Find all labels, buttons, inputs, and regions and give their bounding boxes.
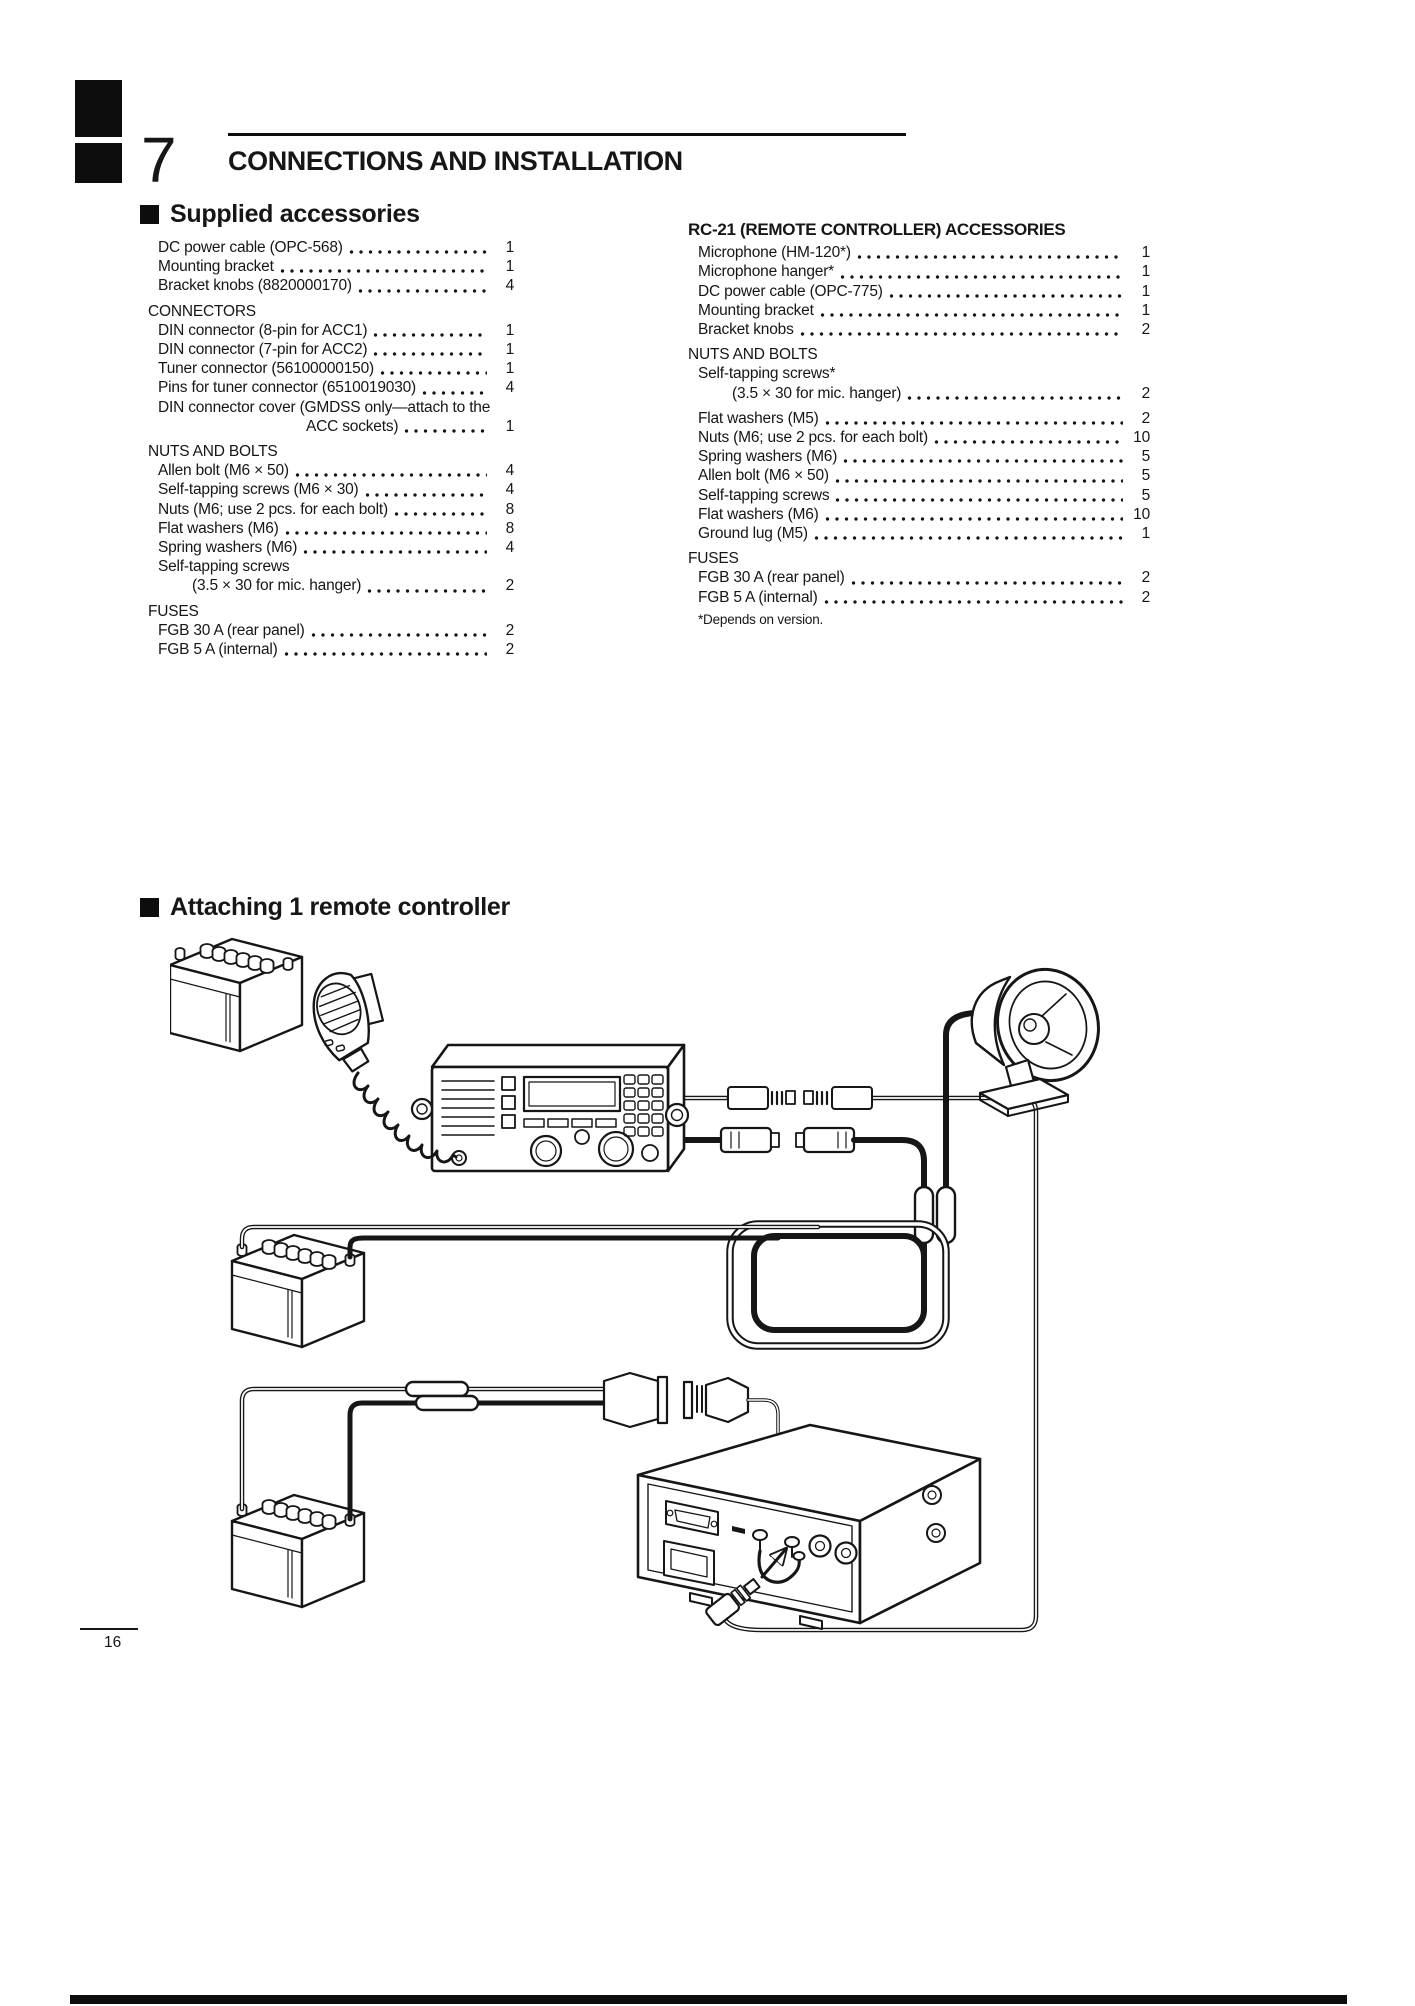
accessory-label: FGB 30 A (rear panel) <box>158 621 305 639</box>
accessory-label: Flat washers (M6) <box>158 519 279 537</box>
accessory-group-header: FUSES <box>148 602 199 620</box>
connection-diagram <box>170 935 1170 1675</box>
external-speaker <box>972 957 1112 1116</box>
square-bullet-icon <box>140 205 159 224</box>
accessory-item <box>688 320 1150 339</box>
accessory-item <box>688 301 1150 320</box>
accessory-item <box>148 398 514 417</box>
accessory-label: Flat washers (M5) <box>698 409 819 427</box>
accessory-qty: 2 <box>1141 321 1150 339</box>
accessory-qty: 1 <box>505 341 514 359</box>
accessory-label: FGB 5 A (internal) <box>698 588 818 606</box>
accessory-qty: 1 <box>1141 301 1150 319</box>
accessory-item <box>148 257 514 276</box>
accessory-item <box>148 557 514 576</box>
accessory-item <box>148 538 514 557</box>
dotted-leader <box>889 293 1123 299</box>
cable-slack-loop <box>730 1224 946 1346</box>
attaching-heading-label: Attaching 1 remote controller <box>170 893 510 921</box>
accessory-label: ACC sockets) <box>306 417 399 435</box>
accessory-item <box>688 282 1150 301</box>
accessory-item <box>148 359 514 378</box>
accessory-label: Self-tapping screws <box>698 486 830 504</box>
accessory-qty: 2 <box>1141 588 1150 606</box>
dotted-leader <box>285 530 487 536</box>
battery-1 <box>232 1235 364 1347</box>
accessory-label: Spring washers (M6) <box>698 448 838 466</box>
accessory-label: DC power cable (OPC-568) <box>158 239 343 256</box>
accessory-label: Flat washers (M6) <box>698 505 819 523</box>
accessory-label: Nuts (M6; use 2 pcs. for each bolt) <box>698 429 928 447</box>
footer-rule <box>80 1628 138 1630</box>
accessory-item <box>148 321 514 340</box>
accessory-qty: 2 <box>505 641 514 659</box>
power-connector-pair <box>604 1373 778 1449</box>
accessory-label: (3.5 × 30 for mic. hanger) <box>192 577 362 595</box>
dotted-leader <box>835 497 1123 503</box>
accessory-item <box>148 340 514 359</box>
accessory-qty: 2 <box>1141 409 1150 427</box>
rc21-column <box>688 220 1150 629</box>
accessory-label: Tuner connector (56100000150) <box>158 360 374 378</box>
accessory-qty: 2 <box>1141 384 1150 402</box>
chapter-square-top <box>75 80 122 137</box>
accessory-qty: 4 <box>505 481 514 499</box>
accessory-qty: 4 <box>505 539 514 557</box>
dotted-leader <box>367 588 487 594</box>
accessory-item-continuation <box>688 384 1150 403</box>
dotted-leader <box>422 390 487 396</box>
accessory-label: FGB 5 A (internal) <box>158 641 278 659</box>
dotted-leader <box>800 331 1123 337</box>
accessory-item <box>148 276 514 295</box>
accessory-item <box>148 238 514 257</box>
accessory-item <box>148 519 514 538</box>
accessory-label: DIN connector cover (GMDSS only—attach to the <box>158 398 491 416</box>
accessory-qty: 5 <box>1141 467 1150 485</box>
accessory-label: Ground lug (M5) <box>698 525 808 543</box>
accessory-label: Self-tapping screws <box>158 558 290 576</box>
dotted-leader <box>835 478 1123 484</box>
dotted-leader <box>934 439 1123 445</box>
handheld-microphone <box>305 965 393 1077</box>
accessory-item-continuation <box>148 417 514 436</box>
dotted-leader <box>907 395 1123 401</box>
accessory-item <box>688 364 1150 383</box>
accessory-label: Microphone (HM-120*) <box>698 244 851 262</box>
control-cable-connectors <box>728 1087 872 1109</box>
accessory-label: Mounting bracket <box>158 258 274 276</box>
dotted-leader <box>851 580 1123 586</box>
accessory-label: DIN connector (7-pin for ACC2) <box>158 341 368 359</box>
dotted-leader <box>843 458 1123 464</box>
accessory-label: Self-tapping screws* <box>698 365 836 383</box>
accessory-qty: 1 <box>505 239 514 256</box>
accessory-label: Pins for tuner connector (6510019030) <box>158 379 416 397</box>
accessory-item <box>688 466 1150 485</box>
accessory-label: Allen bolt (M6 × 50) <box>158 462 289 480</box>
dotted-leader <box>820 312 1123 318</box>
accessory-label: (3.5 × 30 for mic. hanger) <box>732 384 902 402</box>
accessory-qty: 1 <box>505 360 514 378</box>
accessory-label: Spring washers (M6) <box>158 539 298 557</box>
accessory-item <box>688 409 1150 428</box>
accessory-label: Microphone hanger* <box>698 263 834 281</box>
dotted-leader <box>358 288 487 294</box>
accessory-qty: 10 <box>1133 505 1150 523</box>
accessory-qty: 8 <box>505 500 514 518</box>
accessory-item <box>688 447 1150 466</box>
accessory-qty: 1 <box>505 417 514 435</box>
rc21-footnote: *Depends on version. <box>698 611 824 627</box>
dotted-leader <box>284 651 487 657</box>
supplied-list <box>148 238 514 659</box>
accessory-item <box>688 568 1150 587</box>
accessory-item <box>688 486 1150 505</box>
dotted-leader <box>373 351 487 357</box>
accessory-label: DC power cable (OPC-775) <box>698 282 883 300</box>
page-edge-bar <box>70 1995 1347 2004</box>
accessory-item <box>148 378 514 397</box>
chapter-square-bottom <box>75 143 122 183</box>
accessory-group-header: CONNECTORS <box>148 302 256 320</box>
square-bullet-icon <box>140 898 159 917</box>
accessory-item <box>148 621 514 640</box>
dotted-leader <box>825 516 1123 522</box>
accessory-label: FGB 30 A (rear panel) <box>698 569 845 587</box>
accessory-qty: 2 <box>505 577 514 595</box>
accessory-item <box>688 588 1150 607</box>
accessory-label: Mounting bracket <box>698 301 814 319</box>
remote-controller <box>638 1425 980 1629</box>
accessory-item <box>148 461 514 480</box>
accessory-qty: 1 <box>1141 525 1150 543</box>
accessory-label: Bracket knobs (8820000170) <box>158 277 352 295</box>
accessory-qty: 4 <box>505 462 514 480</box>
chapter-title: CONNECTIONS AND INSTALLATION <box>228 146 683 176</box>
dotted-leader <box>394 511 487 517</box>
accessory-qty: 1 <box>1141 244 1150 262</box>
dotted-leader <box>303 549 487 555</box>
dotted-leader <box>824 599 1123 605</box>
accessory-group-header: FUSES <box>688 550 739 568</box>
accessory-item <box>688 262 1150 281</box>
transceiver <box>412 1045 688 1171</box>
dotted-leader <box>825 420 1123 426</box>
accessory-label: Allen bolt (M6 × 50) <box>698 467 829 485</box>
accessory-group-header: NUTS AND BOLTS <box>148 443 278 461</box>
page-number: 16 <box>104 1634 122 1651</box>
supplied-accessories-heading <box>140 200 420 229</box>
accessory-qty: 10 <box>1133 429 1150 447</box>
accessory-qty: 4 <box>505 277 514 295</box>
accessory-label: Nuts (M6; use 2 pcs. for each bolt) <box>158 500 388 518</box>
accessory-qty: 5 <box>1141 486 1150 504</box>
accessory-qty: 1 <box>505 321 514 339</box>
battery-2 <box>232 1495 364 1607</box>
accessory-item <box>148 640 514 659</box>
accessory-qty: 5 <box>1141 448 1150 466</box>
chapter-number: 7 <box>141 124 177 196</box>
dotted-leader <box>295 472 487 478</box>
accessory-item <box>688 428 1150 447</box>
accessory-group-header: NUTS AND BOLTS <box>688 346 818 364</box>
dotted-leader <box>280 268 487 274</box>
dotted-leader <box>814 535 1123 541</box>
supplied-accessories-heading-label: Supplied accessories <box>170 200 420 228</box>
accessory-qty: 8 <box>505 519 514 537</box>
dotted-leader <box>840 274 1123 280</box>
dotted-leader <box>349 249 487 255</box>
accessory-qty: 1 <box>1141 282 1150 300</box>
accessory-label: DIN connector (8-pin for ACC1) <box>158 321 368 339</box>
dotted-leader <box>373 332 487 338</box>
dotted-leader <box>857 254 1123 260</box>
accessory-qty: 1 <box>505 258 514 276</box>
accessory-item <box>688 505 1150 524</box>
rc21-heading: RC-21 (REMOTE CONTROLLER) ACCESSORIES <box>688 220 1066 239</box>
accessory-qty: 1 <box>1141 263 1150 281</box>
dotted-leader <box>311 632 487 638</box>
attaching-heading <box>140 893 510 922</box>
accessory-qty: 2 <box>505 621 514 639</box>
dotted-leader <box>365 492 487 498</box>
accessory-item <box>688 524 1150 543</box>
accessory-label: Self-tapping screws (M6 × 30) <box>158 481 359 499</box>
accessory-qty: 4 <box>505 379 514 397</box>
accessory-cable <box>664 1128 924 1187</box>
accessory-qty: 2 <box>1141 569 1150 587</box>
rc21-list <box>688 243 1150 607</box>
dotted-leader <box>380 370 487 376</box>
dotted-leader <box>404 428 487 434</box>
accessory-item <box>688 243 1150 262</box>
accessory-label: Bracket knobs <box>698 321 794 339</box>
accessory-item-continuation <box>148 576 514 595</box>
title-rule <box>228 133 906 136</box>
accessory-item <box>148 480 514 499</box>
accessory-item <box>148 500 514 519</box>
